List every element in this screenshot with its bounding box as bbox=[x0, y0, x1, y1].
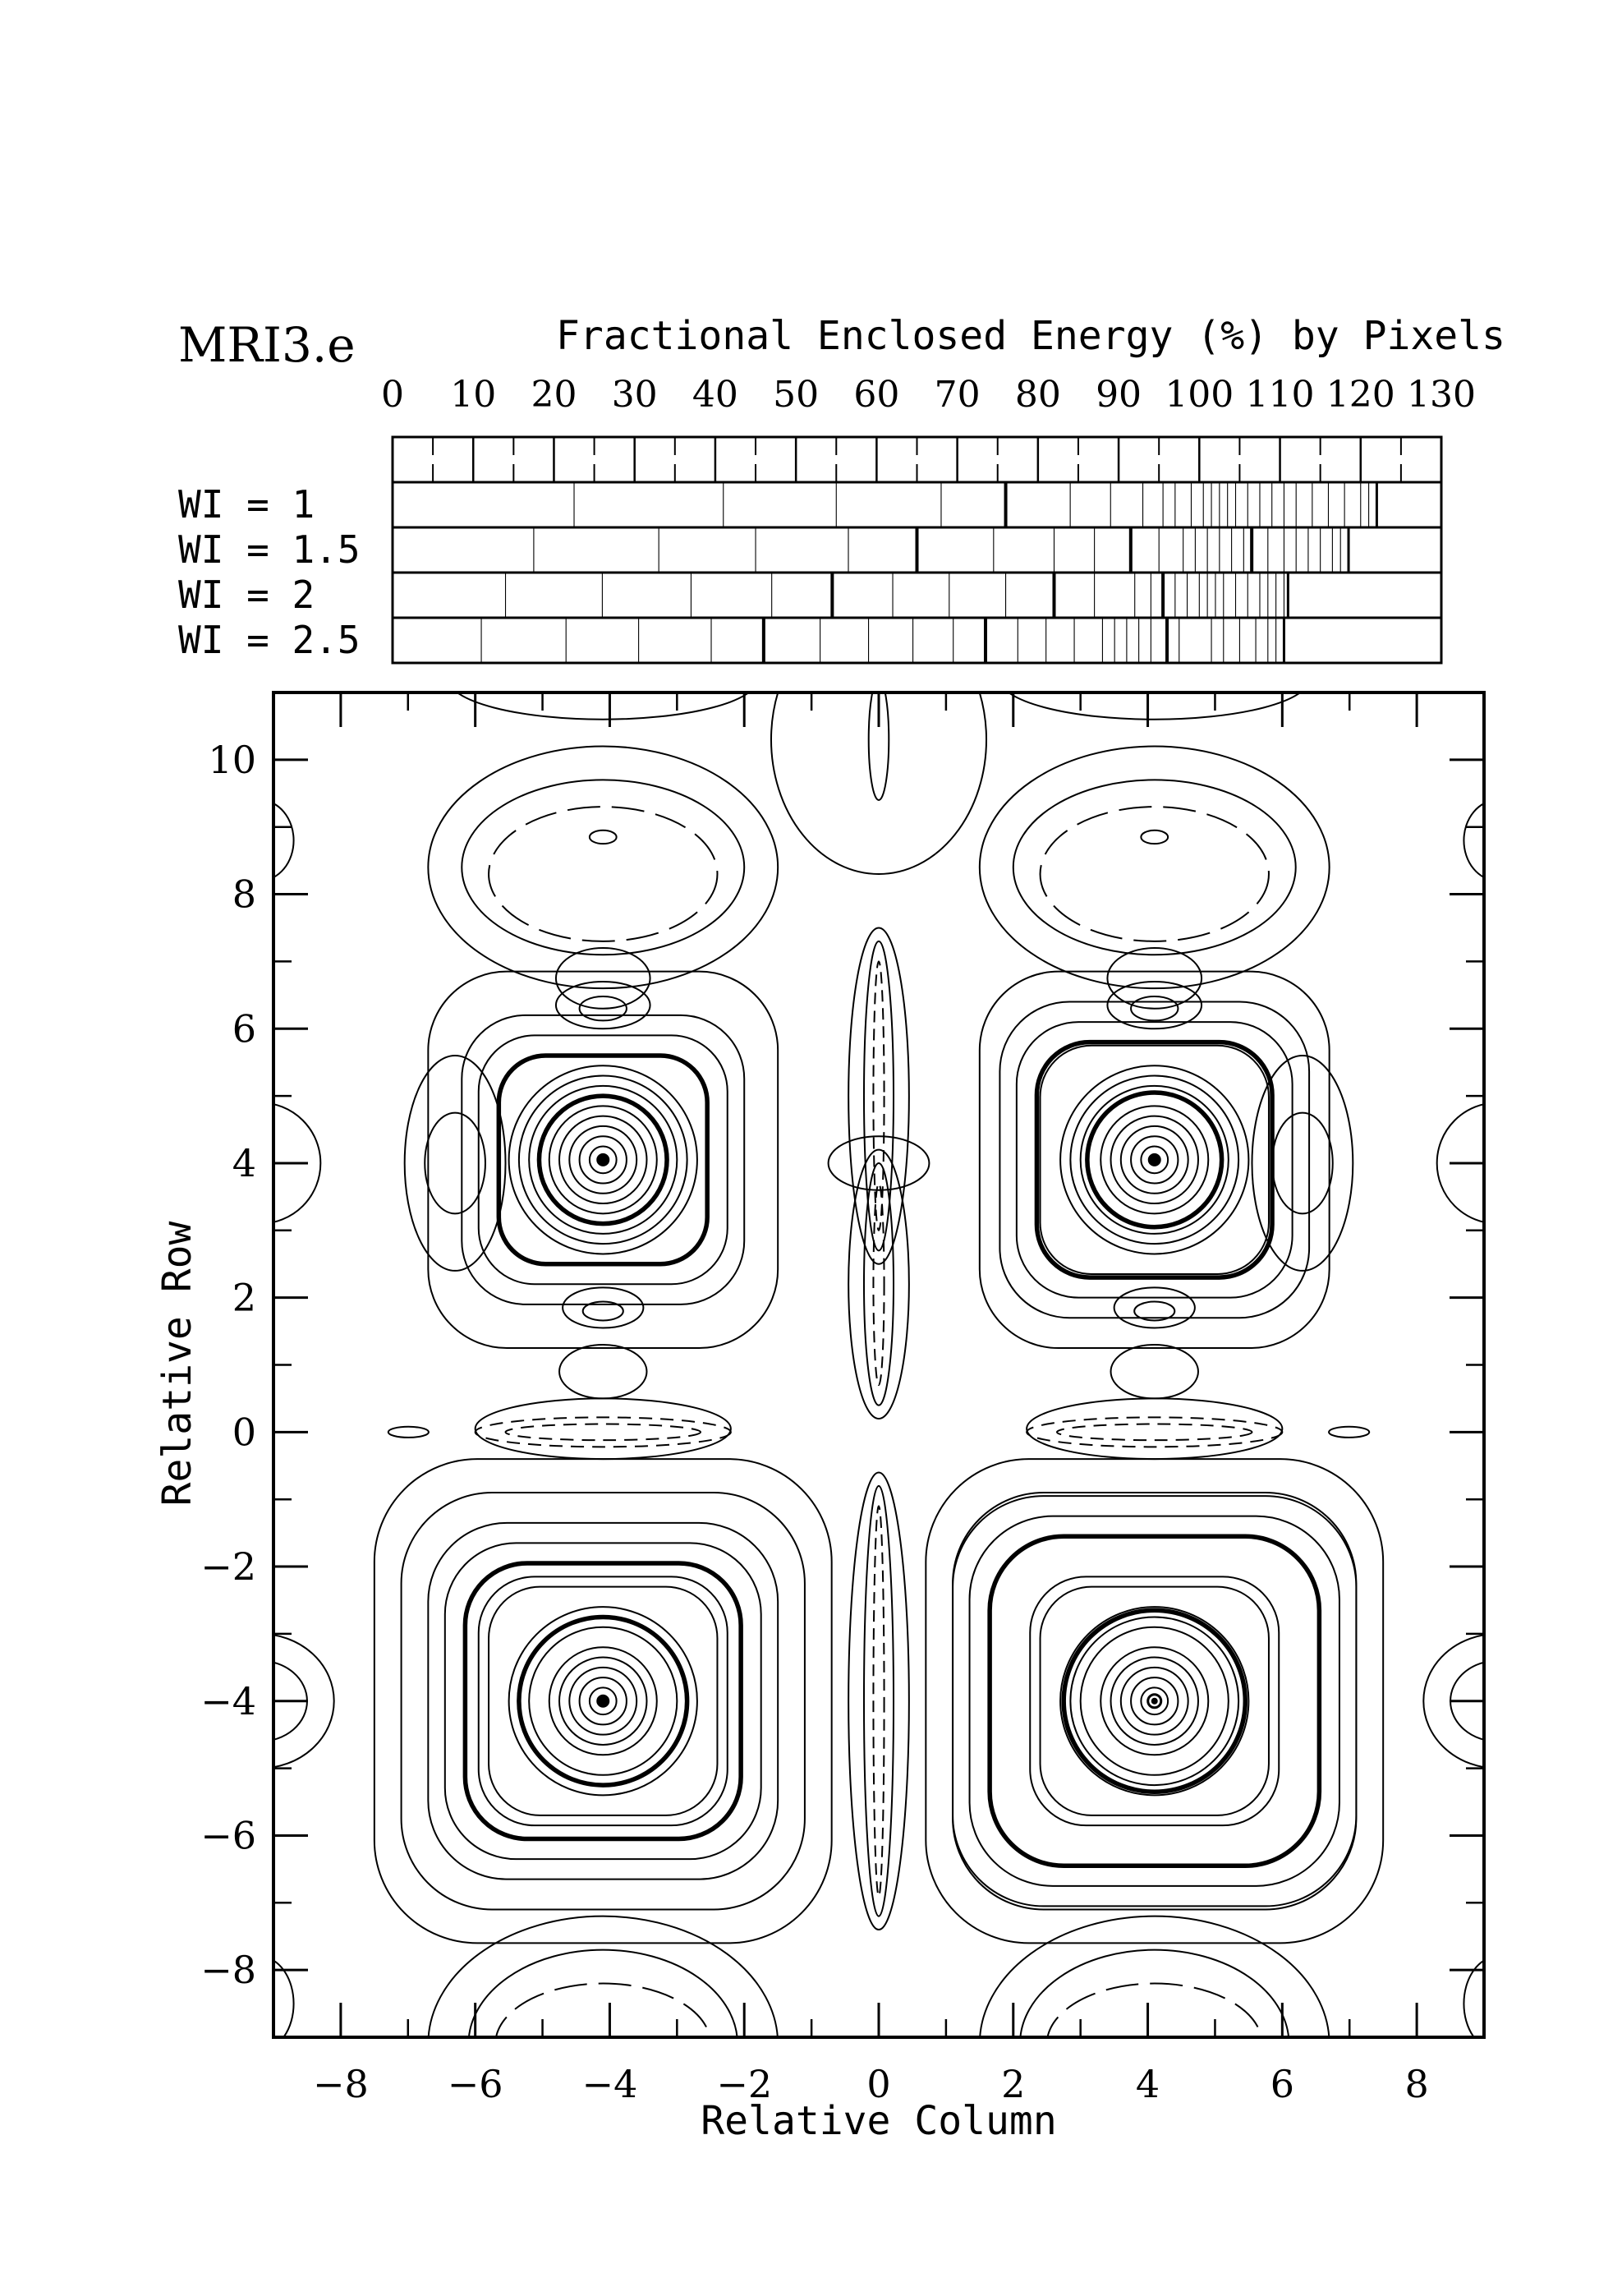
contour-negative bbox=[1057, 1424, 1252, 1441]
contour-negative bbox=[873, 1184, 884, 1386]
bar-tick-label: 60 bbox=[853, 374, 900, 416]
bar-tick-label: 100 bbox=[1165, 374, 1234, 416]
contour-level bbox=[1252, 1056, 1353, 1271]
contour-negative bbox=[1027, 1417, 1282, 1447]
bar-row-label: WI = 2 bbox=[178, 573, 315, 617]
bar-tick-label: 20 bbox=[531, 374, 577, 416]
x-tick-label: −6 bbox=[447, 2062, 503, 2106]
bar-tick-label: 110 bbox=[1245, 374, 1315, 416]
bar-row-label: WI = 1 bbox=[178, 482, 315, 527]
y-tick-label: 6 bbox=[232, 1006, 256, 1051]
x-axis-label: Relative Column bbox=[701, 2098, 1057, 2144]
bar-row-label: WI = 1.5 bbox=[178, 527, 361, 572]
contour-level bbox=[227, 800, 294, 881]
x-tick-label: 8 bbox=[1404, 2062, 1429, 2106]
y-tick-label: −6 bbox=[200, 1813, 256, 1858]
contour-level bbox=[590, 831, 617, 844]
bar-tick-label: 30 bbox=[611, 374, 658, 416]
peak-core bbox=[1152, 1699, 1157, 1704]
x-tick-label: 2 bbox=[1001, 2062, 1026, 2106]
contour-level bbox=[1329, 1427, 1369, 1438]
x-tick-label: −2 bbox=[716, 2062, 773, 2106]
contour-level bbox=[1114, 1287, 1195, 1327]
bar-tick-label: 80 bbox=[1014, 374, 1061, 416]
bar-chart-title: Fractional Enclosed Energy (%) by Pixels bbox=[556, 313, 1505, 359]
y-tick-label: 4 bbox=[232, 1140, 256, 1185]
contour-level bbox=[771, 605, 986, 874]
contour-level bbox=[1107, 948, 1202, 1009]
bar-tick-label: 10 bbox=[450, 374, 497, 416]
enclosed-energy-bar-chart bbox=[178, 313, 1505, 663]
contour-level bbox=[1013, 780, 1296, 955]
y-tick-label: −8 bbox=[200, 1948, 256, 1993]
peak-core bbox=[1149, 1154, 1160, 1166]
contour-level bbox=[468, 1950, 737, 2138]
bar-tick-label: 90 bbox=[1096, 374, 1142, 416]
bar-row-label: WI = 2.5 bbox=[178, 618, 361, 662]
plot-id-label: MRI3.e bbox=[178, 317, 356, 373]
bar-tick-label: 0 bbox=[381, 374, 404, 416]
contour-level bbox=[1141, 831, 1168, 844]
contour-level bbox=[864, 1163, 894, 1406]
contour-level bbox=[1020, 1950, 1289, 2138]
contour-level bbox=[563, 1287, 643, 1327]
bar-tick-label: 50 bbox=[773, 374, 820, 416]
x-tick-label: 0 bbox=[866, 2062, 891, 2106]
bar-tick-label: 70 bbox=[934, 374, 981, 416]
contour-negative bbox=[506, 1424, 701, 1441]
contour-level bbox=[1111, 1345, 1198, 1398]
x-tick-label: −8 bbox=[312, 2062, 369, 2106]
contour-plot bbox=[154, 605, 1571, 2172]
bar-tick-label: 40 bbox=[692, 374, 738, 416]
bar-tick-label: 130 bbox=[1407, 374, 1476, 416]
contour-level bbox=[556, 948, 650, 1009]
contour-level bbox=[559, 1345, 646, 1398]
y-tick-label: 8 bbox=[232, 872, 256, 917]
y-tick-label: −4 bbox=[200, 1678, 256, 1723]
bar-tick-label: 120 bbox=[1326, 374, 1395, 416]
y-tick-labels bbox=[200, 738, 256, 1992]
contour-level bbox=[425, 1113, 485, 1214]
contour-lines bbox=[186, 605, 1572, 2172]
x-tick-label: 6 bbox=[1270, 2062, 1294, 2106]
bar-axis-tick-labels bbox=[381, 374, 1476, 416]
contour-level bbox=[1423, 1634, 1571, 1769]
contour-level bbox=[848, 1472, 909, 1930]
contour-level bbox=[848, 927, 909, 1263]
contour-level bbox=[489, 807, 717, 941]
bar-row-labels bbox=[178, 482, 361, 662]
contour-level bbox=[1272, 1113, 1333, 1214]
y-tick-label: 10 bbox=[208, 737, 256, 782]
contour-level bbox=[388, 1427, 429, 1438]
peak-core bbox=[597, 1154, 609, 1166]
contour-level bbox=[864, 1486, 894, 1916]
y-axis-label: Relative Row bbox=[154, 1221, 200, 1507]
y-tick-label: 0 bbox=[232, 1410, 256, 1455]
x-tick-label: 4 bbox=[1135, 2062, 1160, 2106]
contour-level bbox=[462, 780, 744, 955]
contour-negative bbox=[873, 1506, 884, 1896]
contour-level bbox=[980, 746, 1330, 988]
x-tick-label: −4 bbox=[581, 2062, 638, 2106]
contour-negative bbox=[476, 1417, 731, 1447]
y-tick-label: −2 bbox=[200, 1544, 256, 1590]
peak-core bbox=[597, 1696, 609, 1707]
contour-level bbox=[428, 746, 778, 988]
contour-level bbox=[405, 1056, 506, 1271]
y-tick-label: 2 bbox=[232, 1275, 256, 1320]
contour-level bbox=[1041, 807, 1269, 941]
contour-level bbox=[1463, 800, 1531, 881]
